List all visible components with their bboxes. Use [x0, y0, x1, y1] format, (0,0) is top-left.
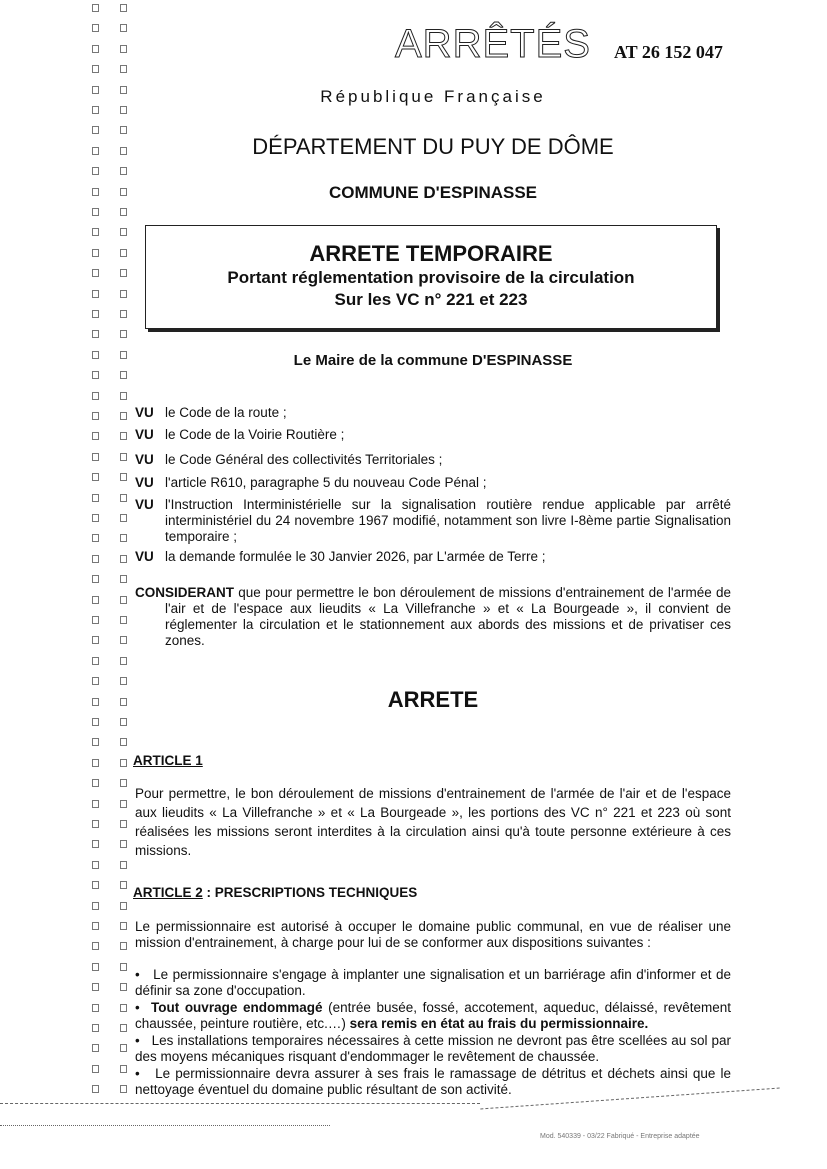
- margin-mark: [120, 351, 127, 359]
- margin-mark: [120, 392, 127, 400]
- scan-margin-marks: [92, 0, 132, 1100]
- considerant-paragraph: [135, 585, 731, 649]
- margin-mark: [120, 188, 127, 196]
- margin-mark: [120, 718, 127, 726]
- title-box: [145, 225, 717, 329]
- visa-label: VU: [135, 427, 154, 442]
- margin-mark: [92, 1065, 99, 1073]
- visa-label: VU: [135, 452, 154, 467]
- margin-mark: [120, 290, 127, 298]
- margin-mark: [120, 840, 127, 848]
- margin-mark: [92, 371, 99, 379]
- bullet-item: • Le permissionnaire devra assurer à ses frais le ramassage de détritus et déchets ainsi que le nettoyage éventuel du domaine public résultant de son activité.: [135, 1066, 731, 1097]
- article-2-title: : PRESCRIPTIONS TECHNIQUES: [202, 885, 418, 900]
- visa-text: la demande formulée le 30 Janvier 2026, par L'armée de Terre ;: [165, 549, 546, 564]
- considerant-text: que pour permettre le bon déroulement de missions d'entrainement de l'armée de l'air et de l'espace aux lieudits « La Villefranche » et « La Bourgeade », il convient de réglementer la circulation et le stationnement aux abords des missions et de privatiser ces zones.: [165, 585, 731, 648]
- margin-mark: [92, 534, 99, 542]
- margin-mark: [120, 249, 127, 257]
- margin-mark: [120, 738, 127, 746]
- visa-text: le Code de la route ;: [165, 405, 287, 420]
- bullet-bold-end: sera remis en état au frais du permissionnaire.: [349, 1016, 649, 1031]
- margin-mark: [120, 126, 127, 134]
- margin-mark: [92, 738, 99, 746]
- visa-label: VU: [135, 497, 154, 512]
- margin-mark: [120, 453, 127, 461]
- visa-text: le Code Général des collectivités Territoriales ;: [165, 452, 443, 467]
- margin-mark: [92, 1004, 99, 1012]
- margin-mark: [92, 759, 99, 767]
- margin-mark: [92, 65, 99, 73]
- visa-label: VU: [135, 475, 154, 490]
- margin-mark: [120, 657, 127, 665]
- margin-mark: [92, 902, 99, 910]
- margin-mark: [120, 371, 127, 379]
- margin-mark: [92, 983, 99, 991]
- document-subtitle-1: Portant réglementation provisoire de la circulation: [227, 268, 635, 287]
- margin-mark: [92, 310, 99, 318]
- margin-mark: [92, 963, 99, 971]
- margin-mark: [92, 208, 99, 216]
- visa-item: [135, 405, 731, 421]
- visa-item: [135, 427, 731, 443]
- visa-text: le Code de la Voirie Routière ;: [165, 427, 345, 442]
- margin-mark: [120, 167, 127, 175]
- margin-mark: [120, 45, 127, 53]
- margin-mark: [120, 636, 127, 644]
- scan-artifact-line: [0, 1103, 480, 1104]
- bullet-text: Les installations temporaires nécessaires à cette mission ne devront pas être scellées au sol par des moyens mécaniques risquant d'endommager le revêtement de chaussée.: [135, 1033, 731, 1064]
- margin-mark: [120, 4, 127, 12]
- margin-mark: [92, 126, 99, 134]
- margin-mark: [120, 1065, 127, 1073]
- margin-mark: [120, 432, 127, 440]
- bullet-item: • Tout ouvrage endommagé (entrée busée, fossé, accotement, aqueduc, délaissé, revêtement chaussée, peinture routière, etc.…) sera remis en état au frais du permissionnaire.: [135, 1000, 731, 1031]
- margin-mark: [120, 698, 127, 706]
- margin-mark: [120, 963, 127, 971]
- visa-label: VU: [135, 549, 154, 564]
- margin-mark: [92, 596, 99, 604]
- margin-mark: [92, 106, 99, 114]
- visa-item: [135, 475, 731, 491]
- margin-mark: [92, 24, 99, 32]
- visa-text: l'article R610, paragraphe 5 du nouveau Code Pénal ;: [165, 475, 487, 490]
- margin-mark: [92, 861, 99, 869]
- margin-mark: [120, 677, 127, 685]
- bullet-item: • Le permissionnaire s'engage à implanter une signalisation et un barriérage afin d'informer et de définir sa zone d'occupation.: [135, 967, 731, 998]
- margin-mark: [92, 228, 99, 236]
- article-1-heading: [133, 753, 203, 768]
- margin-mark: [120, 800, 127, 808]
- margin-mark: [120, 228, 127, 236]
- document-subtitle-2: Sur les VC n° 221 et 223: [334, 290, 528, 309]
- margin-mark: [92, 167, 99, 175]
- visa-item: [135, 452, 731, 468]
- margin-mark: [92, 1085, 99, 1093]
- bullet-text: Le permissionnaire devra assurer à ses frais le ramassage de détritus et déchets ainsi que le nettoyage éventuel du domaine public résultant de son activité.: [135, 1066, 731, 1097]
- margin-mark: [120, 494, 127, 502]
- margin-mark: [92, 1044, 99, 1052]
- margin-mark: [120, 820, 127, 828]
- article-1-label: ARTICLE 1: [133, 753, 203, 768]
- margin-mark: [92, 718, 99, 726]
- visa-label: VU: [135, 405, 154, 420]
- republic-heading: République Française: [320, 87, 546, 106]
- margin-mark: [120, 779, 127, 787]
- margin-mark: [120, 106, 127, 114]
- margin-mark: [120, 1044, 127, 1052]
- margin-mark: [92, 330, 99, 338]
- article-2-heading: [133, 885, 417, 900]
- margin-mark: [92, 147, 99, 155]
- margin-mark: [92, 636, 99, 644]
- article-2-label: ARTICLE 2: [133, 885, 203, 900]
- margin-mark: [92, 4, 99, 12]
- margin-mark: [92, 453, 99, 461]
- margin-mark: [120, 147, 127, 155]
- margin-mark: [120, 861, 127, 869]
- margin-mark: [92, 290, 99, 298]
- footer-mention: Mod. 540339 - 03/22 Fabriqué - Entreprise adaptée: [540, 1133, 700, 1140]
- document-title: ARRETE TEMPORAIRE: [309, 241, 553, 266]
- margin-mark: [92, 392, 99, 400]
- margin-mark: [120, 942, 127, 950]
- margin-mark: [120, 1024, 127, 1032]
- margin-mark: [92, 575, 99, 583]
- reference-number: AT 26 152 047: [614, 42, 723, 62]
- margin-mark: [120, 24, 127, 32]
- margin-mark: [120, 208, 127, 216]
- margin-mark: [92, 494, 99, 502]
- margin-mark: [92, 555, 99, 563]
- margin-mark: [120, 759, 127, 767]
- arretes-logo: ARRÊTÉS: [395, 22, 591, 66]
- margin-mark: [120, 575, 127, 583]
- visa-item: [135, 497, 731, 545]
- article-1-text: Pour permettre, le bon déroulement de missions d'entrainement de l'armée de l'air et de l'espace aux lieudits « La Villefranche » et « La Bourgeade », les portions des VC n° 221 et 223 où sont réalisées les missions seront interdites à la circulation ainsi qu'à toute personne extérieure à ces missions.: [135, 786, 731, 858]
- margin-mark: [92, 840, 99, 848]
- margin-mark: [120, 310, 127, 318]
- margin-mark: [92, 45, 99, 53]
- authority-line: Le Maire de la commune D'ESPINASSE: [293, 352, 573, 369]
- margin-mark: [92, 269, 99, 277]
- margin-mark: [120, 473, 127, 481]
- margin-mark: [92, 473, 99, 481]
- margin-mark: [92, 249, 99, 257]
- visa-item: [135, 549, 731, 565]
- margin-mark: [120, 65, 127, 73]
- margin-mark: [92, 942, 99, 950]
- margin-mark: [120, 1085, 127, 1093]
- margin-mark: [92, 698, 99, 706]
- visa-text: l'Instruction Interministérielle sur la signalisation routière rendue applicable par arrêté interministériel du 24 novembre 1967 modifié, notamment son livre I-8ème partie Signalisation temporaire ;: [165, 497, 731, 544]
- article-2-intro: Le permissionnaire est autorisé à occuper le domaine public communal, en vue de réaliser une mission d'entrainement, à charge pour lui de se conformer aux dispositions suivantes :: [135, 919, 731, 950]
- arrete-heading: ARRETE: [387, 687, 479, 712]
- commune-heading: COMMUNE D'ESPINASSE: [328, 183, 538, 202]
- margin-mark: [92, 86, 99, 94]
- margin-mark: [92, 188, 99, 196]
- margin-mark: [120, 330, 127, 338]
- margin-mark: [92, 432, 99, 440]
- margin-mark: [120, 983, 127, 991]
- bullet-item: • Les installations temporaires nécessaires à cette mission ne devront pas être scellées au sol par des moyens mécaniques risquant d'endommager le revêtement de chaussée.: [135, 1033, 731, 1064]
- margin-mark: [92, 820, 99, 828]
- margin-mark: [120, 922, 127, 930]
- margin-mark: [120, 881, 127, 889]
- margin-mark: [92, 412, 99, 420]
- margin-mark: [92, 1024, 99, 1032]
- margin-mark: [92, 514, 99, 522]
- margin-mark: [92, 351, 99, 359]
- margin-mark: [120, 555, 127, 563]
- margin-mark: [92, 677, 99, 685]
- scan-artifact-line: [0, 1125, 330, 1126]
- margin-mark: [120, 534, 127, 542]
- margin-mark: [92, 657, 99, 665]
- bullet-text: Le permissionnaire s'engage à implanter une signalisation et un barriérage afin d'informer et de définir sa zone d'occupation.: [135, 967, 731, 998]
- margin-mark: [92, 881, 99, 889]
- margin-mark: [120, 616, 127, 624]
- bullet-bold: Tout ouvrage endommagé: [150, 1000, 323, 1015]
- department-heading: DÉPARTEMENT DU PUY DE DÔME: [252, 134, 614, 159]
- bullet-text: (entrée busée, fossé, accotement, aqueduc, délaissé, revêtement chaussée, peinture routière, etc.…): [135, 1000, 731, 1031]
- margin-mark: [120, 269, 127, 277]
- margin-mark: [92, 779, 99, 787]
- margin-mark: [120, 412, 127, 420]
- margin-mark: [92, 922, 99, 930]
- considerant-label: CONSIDERANT: [135, 585, 235, 600]
- margin-mark: [120, 902, 127, 910]
- margin-mark: [120, 514, 127, 522]
- margin-mark: [120, 86, 127, 94]
- margin-mark: [92, 800, 99, 808]
- margin-mark: [120, 596, 127, 604]
- margin-mark: [92, 616, 99, 624]
- margin-mark: [120, 1004, 127, 1012]
